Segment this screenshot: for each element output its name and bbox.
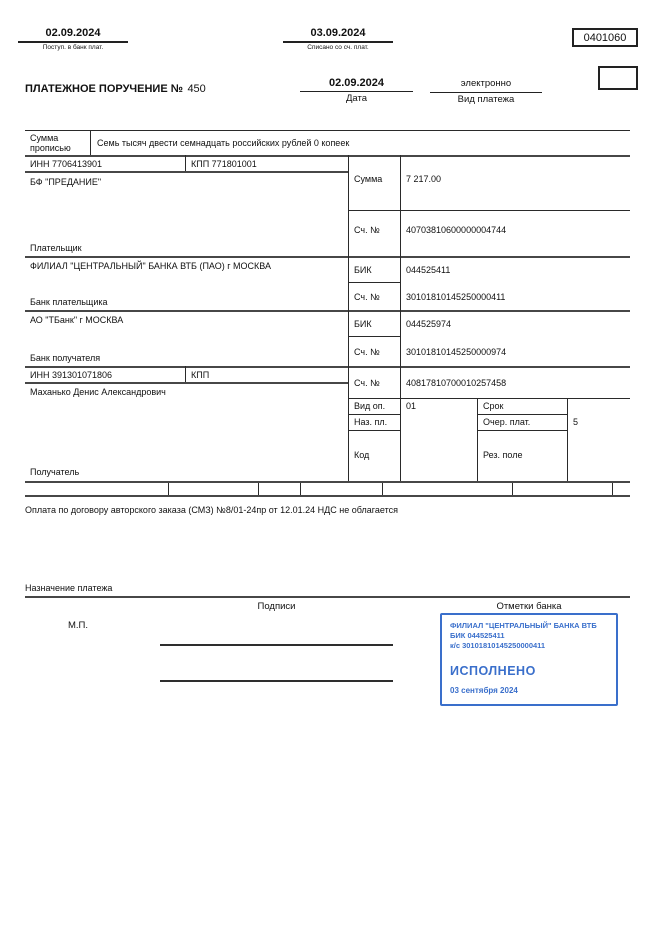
received-date-value: 02.09.2024: [18, 27, 128, 43]
payer-bank-account-label: Сч. №: [354, 292, 380, 302]
payer-label: Плательщик: [30, 243, 82, 253]
divider: [300, 483, 301, 495]
amount-words-value: Семь тысяч двести семнадцать российских рублей 0 копеек: [97, 138, 350, 148]
stamp-corr-account: к/с 30101810145250000411: [450, 641, 546, 650]
purpose-label: Назначение платежа: [25, 583, 113, 593]
divider: [185, 366, 186, 382]
divider: [25, 481, 630, 483]
signature-line-2: [160, 680, 393, 682]
divider: [25, 310, 630, 312]
divider: [258, 483, 259, 495]
divider: [477, 414, 567, 415]
op-kind-label: Вид оп.: [354, 401, 386, 411]
received-date-field: [18, 27, 128, 52]
op-kind-value: 01: [406, 401, 417, 411]
divider: [348, 210, 630, 211]
order-label: Очер. плат.: [483, 417, 531, 427]
code-label: Код: [354, 450, 370, 460]
payer-account-label: Сч. №: [354, 225, 380, 235]
stamp-date: 03 сентября 2024: [450, 686, 518, 695]
payer-kpp: КПП 771801001: [191, 159, 257, 169]
amount-words-label: Сумма прописью: [30, 133, 71, 153]
payer-account: 40703810600000004744: [406, 225, 507, 235]
payment-order-table: [25, 130, 630, 497]
payment-kind-value: электронно: [430, 78, 542, 93]
divider: [512, 483, 513, 495]
divider: [90, 130, 91, 155]
divider: [185, 155, 186, 171]
bank-marks-label: Отметки банка: [496, 601, 562, 612]
divider: [348, 414, 400, 415]
term-label: Срок: [483, 401, 504, 411]
divider: [168, 483, 169, 495]
empty-priority-box: [598, 66, 638, 90]
form-code-box: [572, 28, 638, 47]
naz-pl-label: Наз. пл.: [354, 417, 388, 427]
signatures-label: Подписи: [257, 601, 296, 612]
divider: [348, 336, 400, 337]
form-code: 0401060: [583, 31, 627, 44]
payer-bank-bik: 044525411: [406, 265, 451, 275]
divider: [25, 256, 630, 258]
divider: [348, 282, 400, 283]
payment-kind-label: Вид платежа: [457, 94, 515, 105]
payment-kind-field: [430, 78, 542, 106]
order-value: 5: [573, 417, 579, 427]
payee-bank-account-label: Сч. №: [354, 347, 380, 357]
payee-label: Получатель: [30, 467, 80, 477]
document-title: [25, 79, 206, 97]
payee-name: Маханько Денис Александрович: [30, 387, 166, 397]
sum-label: Сумма: [354, 174, 383, 184]
divider: [25, 171, 348, 173]
title-text: ПЛАТЕЖНОЕ ПОРУЧЕНИЕ №: [25, 83, 183, 95]
stamp-bank-name: ФИЛИАЛ "ЦЕНТРАЛЬНЫЙ" БАНКА ВТБ: [450, 621, 597, 630]
divider: [348, 398, 630, 399]
mp-label: М.П.: [68, 620, 89, 631]
payee-account: 40817810700010257458: [406, 378, 507, 388]
stamp-bik: БИК 044525411: [450, 631, 505, 640]
received-date-label: Поступ. в банк плат.: [42, 44, 104, 51]
payee-bank-label: Банк получателя: [30, 353, 101, 363]
doc-date-field: [300, 77, 413, 105]
payer-bank-label: Банк плательщика: [30, 297, 108, 307]
debited-date-label: Списано со сч. плат.: [307, 44, 369, 51]
payee-bank-account: 30101810145250000974: [406, 347, 507, 357]
payee-inn: ИНН 391301071806: [30, 370, 113, 380]
divider: [400, 155, 401, 481]
doc-date-value: 02.09.2024: [300, 77, 413, 92]
payee-bank-bik: 044525974: [406, 319, 452, 329]
divider: [477, 430, 567, 431]
divider: [25, 495, 630, 497]
payer-bank-bik-label: БИК: [354, 265, 372, 275]
divider: [25, 382, 348, 384]
signature-line-1: [160, 644, 393, 646]
document-number: 450: [187, 83, 206, 95]
payer-bank-account: 30101810145250000411: [406, 292, 506, 302]
payee-bank-bik-label: БИК: [354, 319, 372, 329]
stamp-status: ИСПОЛНЕНО: [450, 664, 536, 678]
payer-inn: ИНН 7706413901: [30, 159, 103, 169]
divider: [612, 483, 613, 495]
divider: [25, 155, 630, 157]
debited-date-field: [283, 27, 393, 52]
divider: [348, 155, 349, 481]
sum-value: 7 217.00: [406, 174, 442, 184]
divider: [25, 596, 630, 598]
payee-kpp-label: КПП: [191, 370, 210, 380]
divider: [348, 430, 400, 431]
res-field-label: Рез. поле: [483, 450, 523, 460]
divider: [477, 398, 478, 481]
divider: [567, 398, 568, 481]
payee-account-label: Сч. №: [354, 378, 380, 388]
payer-name: БФ "ПРЕДАНИЕ": [30, 177, 102, 187]
payee-bank-name: АО "ТБанк" г МОСКВА: [30, 315, 124, 325]
divider: [25, 366, 630, 368]
purpose-text: Оплата по договору авторского заказа (СМЗ) №8/01-24пр от 12.01.24 НДС не облагается: [25, 505, 398, 515]
payer-bank-name: ФИЛИАЛ "ЦЕНТРАЛЬНЫЙ" БАНКА ВТБ (ПАО) г МОСКВА: [30, 261, 271, 271]
doc-date-label: Дата: [345, 93, 368, 104]
divider: [382, 483, 383, 495]
bank-stamp: [440, 613, 618, 706]
debited-date-value: 03.09.2024: [283, 27, 393, 43]
divider: [25, 130, 630, 131]
